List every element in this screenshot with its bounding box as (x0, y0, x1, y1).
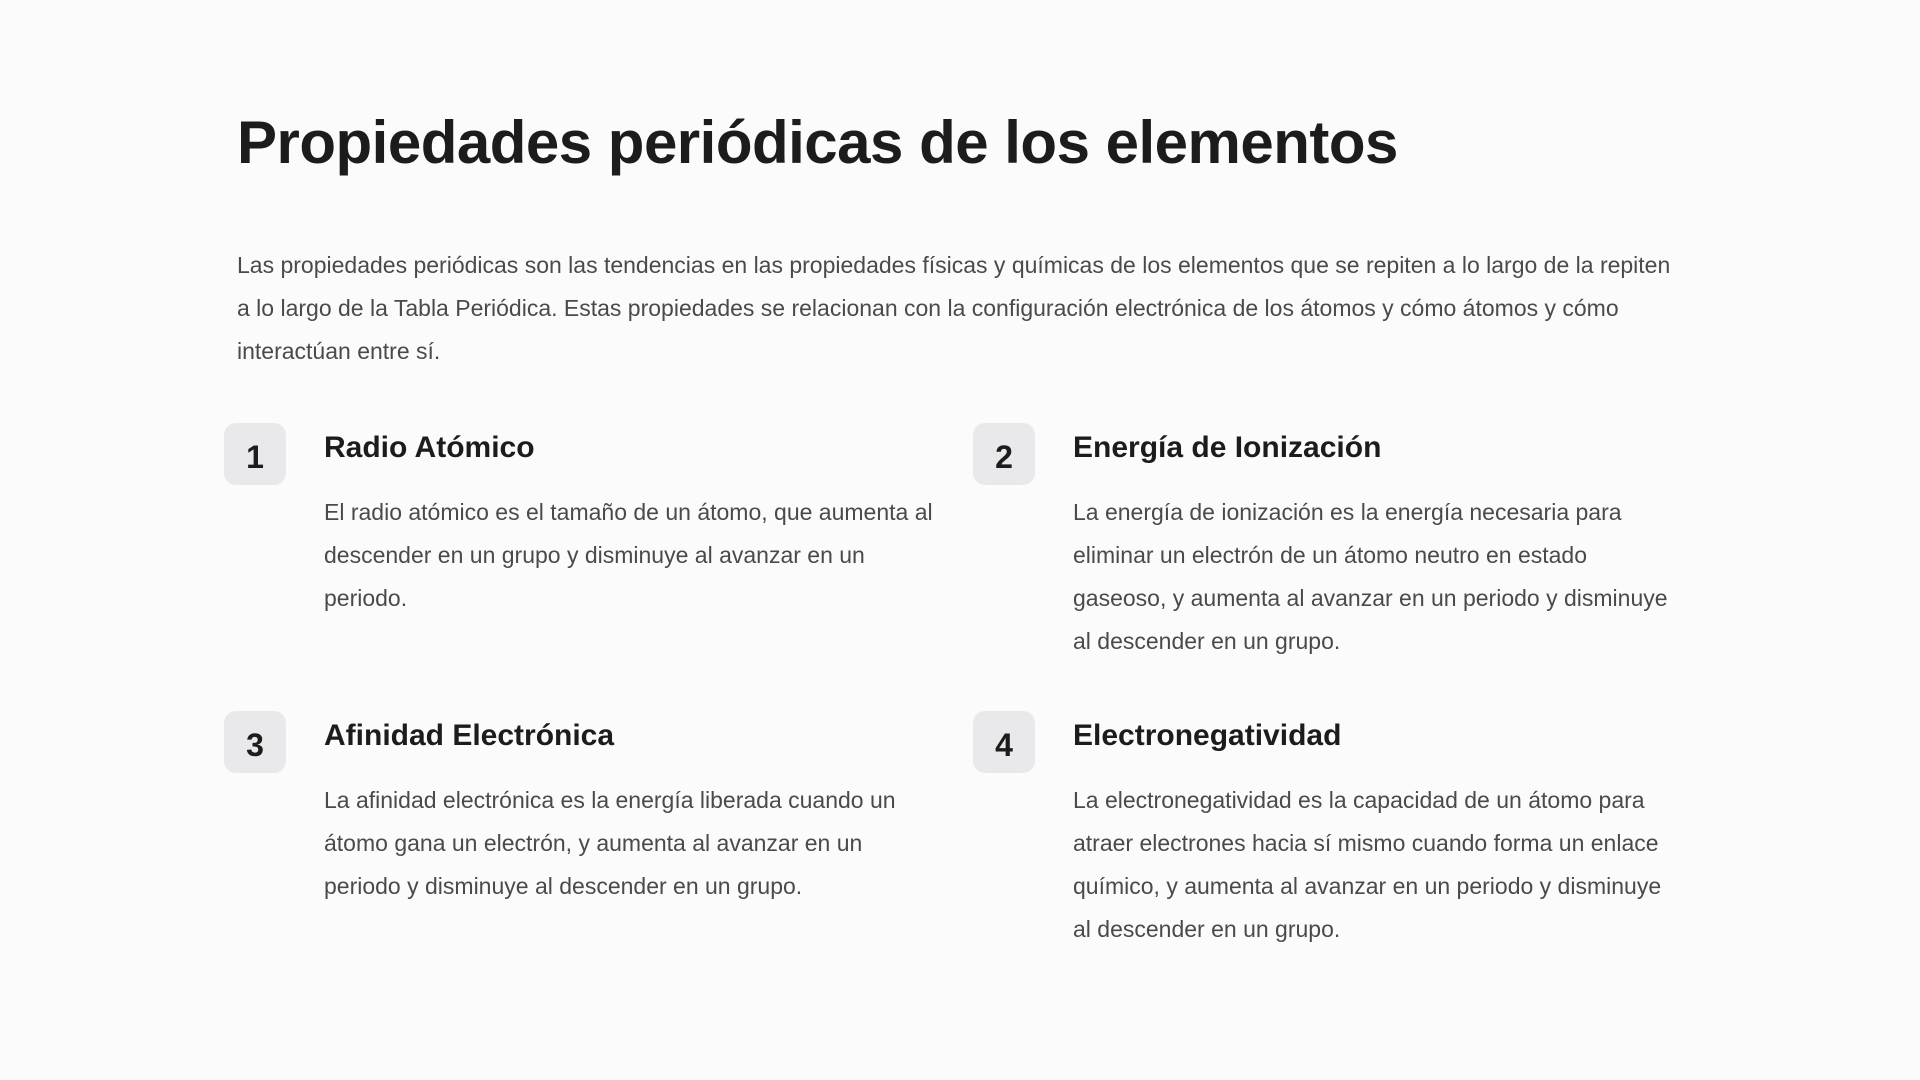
number-badge: 2 (973, 423, 1035, 485)
property-description: El radio atómico es el tamaño de un átomo, que aumenta al descender en un grupo y disminuye al avanzar en un periodo. (324, 499, 933, 611)
intro-paragraph: Las propiedades periódicas son las tendencias en las propiedades físicas y químicas de los elementos que se repiten a lo largo de la repiten a lo largo de la Tabla Periódica. Estas propiedades se relacionan con la configuración electrónica de los átomos y cómo átomos y cómo interactúan entre sí. (237, 252, 1671, 364)
property-description: La afinidad electrónica es la energía liberada cuando un átomo gana un electrón, y aumenta al avanzar en un periodo y disminuye al descender en un grupo. (324, 787, 896, 899)
property-title: Electronegatividad (1073, 719, 1342, 752)
number-badge: 4 (973, 711, 1035, 773)
property-description: La electronegatividad es la capacidad de un átomo para atraer electrones hacia sí mismo cuando forma un enlace químico, y aumenta al avanzar en un periodo y disminuye al descender en un grupo. (1073, 787, 1662, 942)
property-description: La energía de ionización es la energía necesaria para eliminar un electrón de un átomo neutro en estado gaseoso, y aumenta al avanzar en un periodo y disminuye al descender en un grupo. (1073, 499, 1668, 654)
property-title: Radio Atómico (324, 431, 535, 464)
property-title: Energía de Ionización (1073, 431, 1382, 464)
property-title: Afinidad Electrónica (324, 719, 615, 752)
number-badge: 3 (224, 711, 286, 773)
slide-title: Propiedades periódicas de los elementos (237, 109, 1398, 176)
number-badge: 1 (224, 423, 286, 485)
